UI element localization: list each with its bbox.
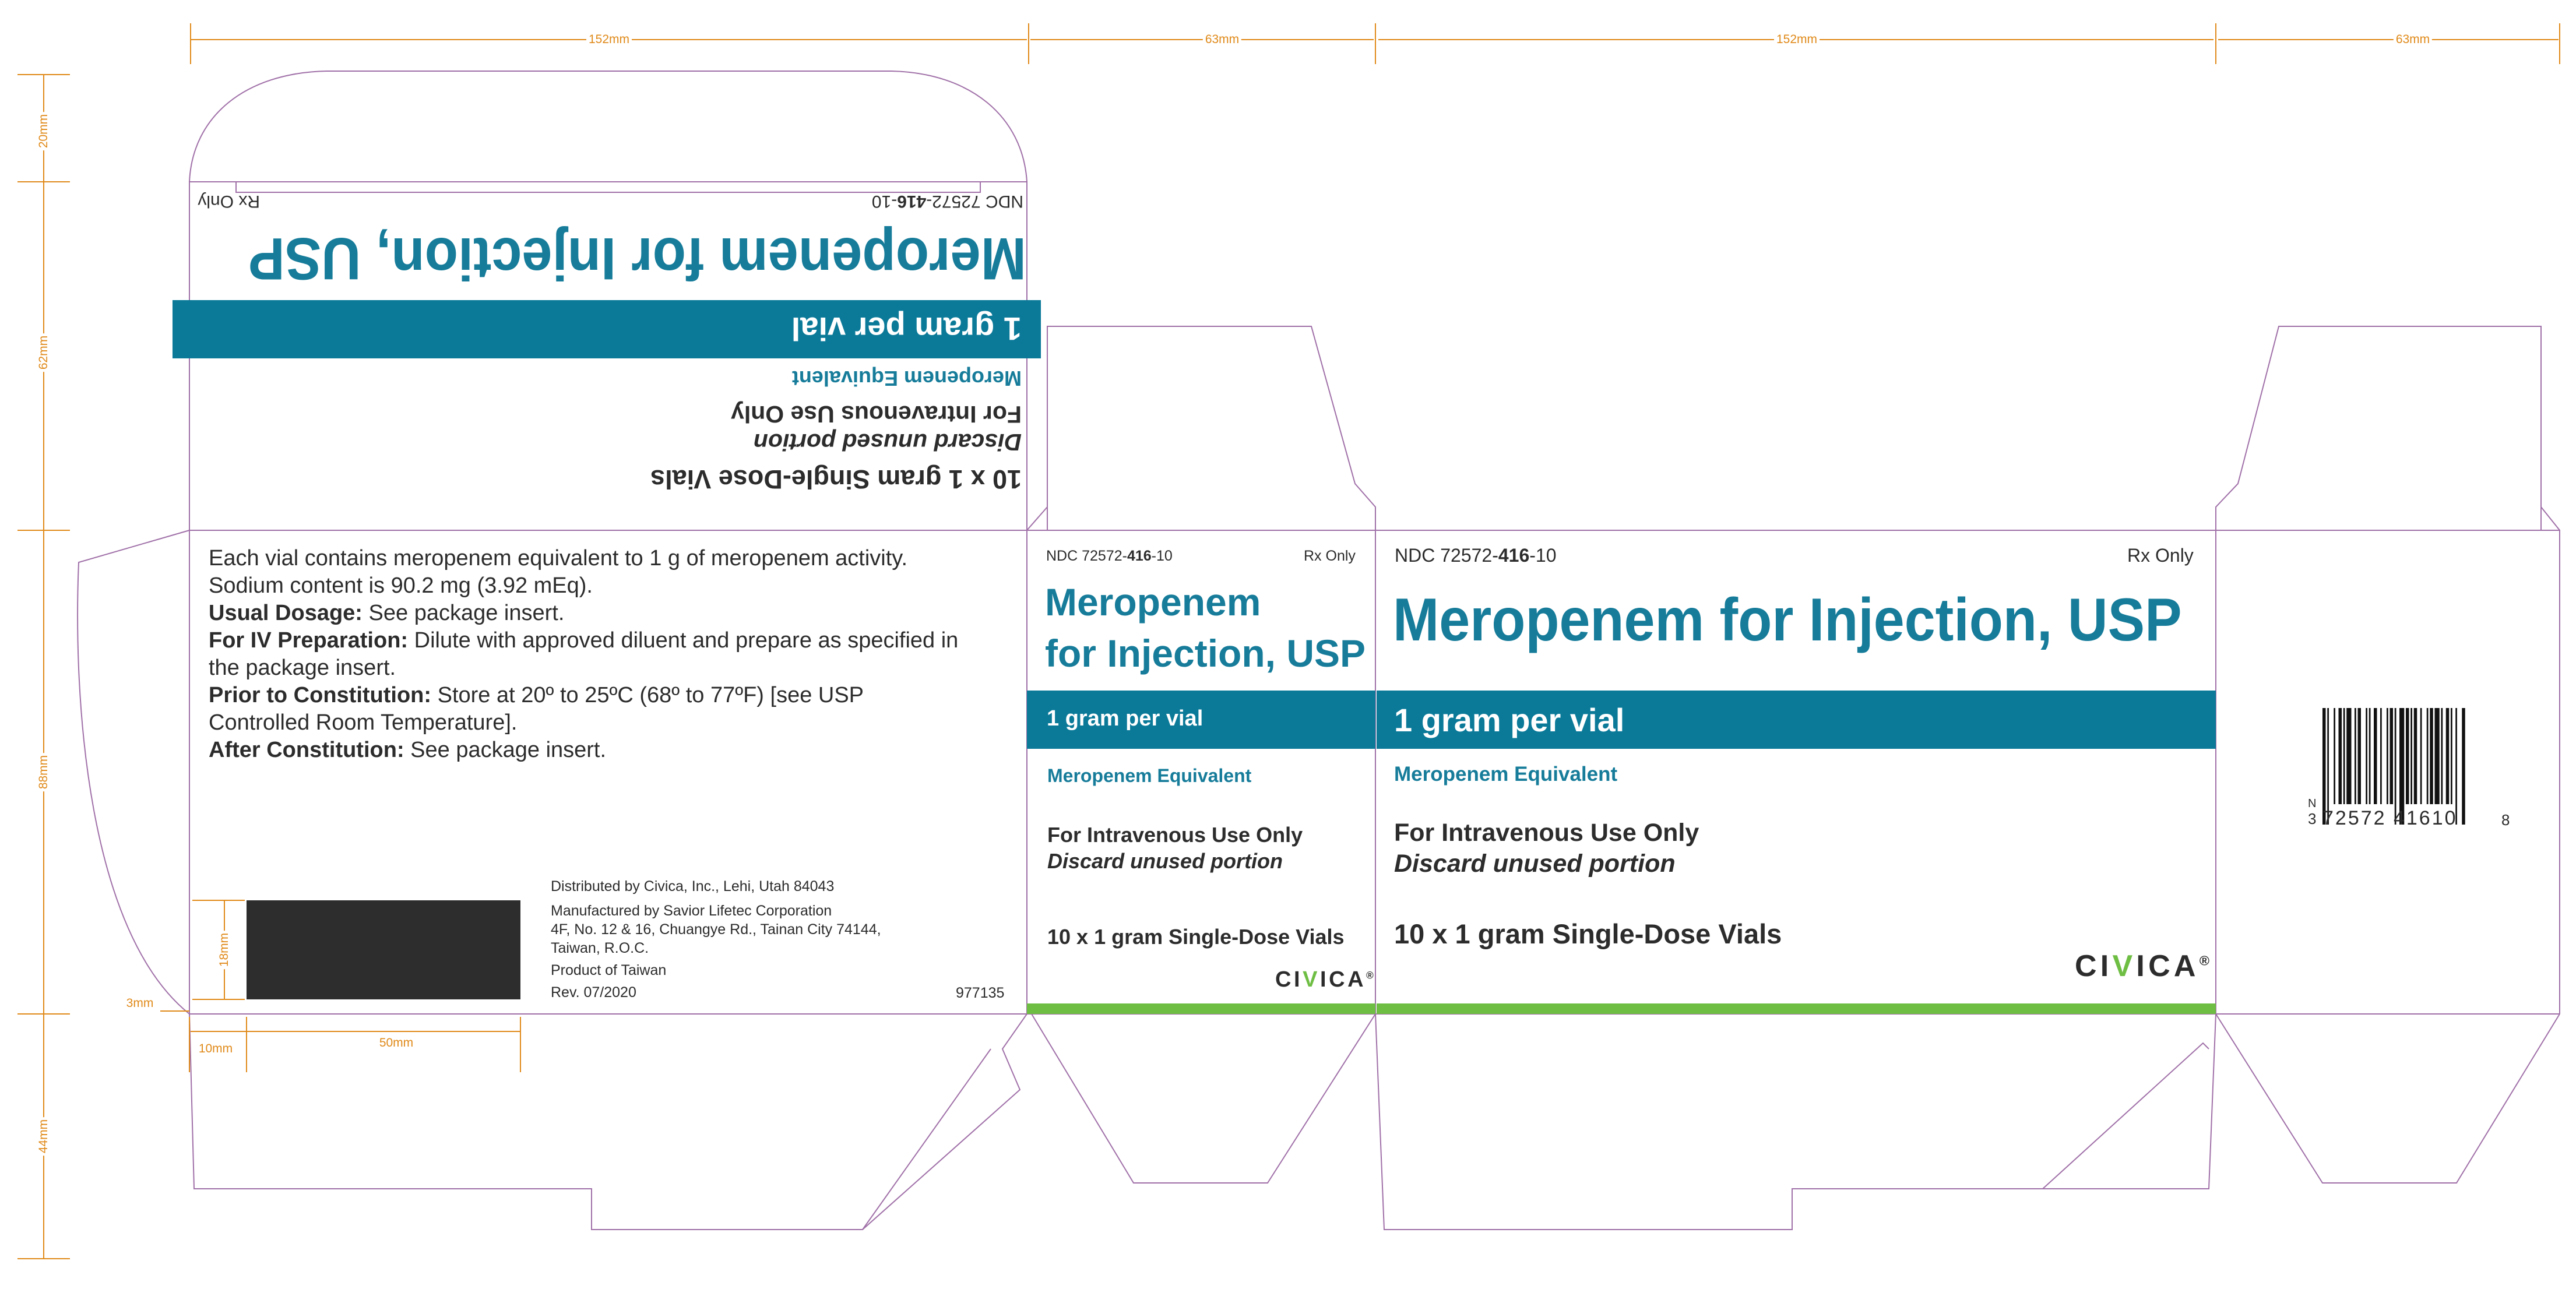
- top-equivalent: Meropenem Equivalent: [791, 367, 1022, 390]
- dim-top-2: 63mm: [1203, 33, 1241, 47]
- dim-top-4: 63mm: [2394, 33, 2432, 47]
- barcode-left-digit: 3: [2308, 810, 2317, 827]
- top-discard: Discard unused portion: [753, 429, 1022, 456]
- barcode-bar: [2346, 708, 2351, 804]
- barcode-bar: [2334, 708, 2335, 804]
- dim-left-2: 62mm: [37, 333, 51, 372]
- black-box: [247, 900, 520, 999]
- barcode-bar: [2446, 708, 2450, 804]
- item-code: 977135: [956, 985, 1005, 1001]
- main-discard: Discard unused portion: [1394, 850, 1676, 878]
- side-line2: Sodium content is 90.2 mg (3.92 mEq).: [209, 573, 593, 598]
- iv-preparation: For IV Preparation: Dilute with approved diluent and prepare as specified in the package insert.: [209, 628, 959, 680]
- barcode-bar: [2435, 708, 2440, 804]
- side-info-panel: [209, 545, 984, 764]
- barcode-bar: [2390, 708, 2394, 804]
- side-line1: Each vial contains meropenem equivalent to 1 g of meropenem activity.: [209, 546, 908, 570]
- barcode-bar: [2462, 708, 2465, 825]
- barcode-bar: [2374, 708, 2377, 804]
- dim-inner-width: 50mm: [377, 1036, 416, 1050]
- top-strength-band: [173, 300, 1041, 358]
- narrow-rx: Rx Only: [1304, 548, 1356, 564]
- narrow-route: For Intravenous Use Only: [1047, 823, 1303, 847]
- dim-top-1: 152mm: [586, 33, 632, 47]
- barcode-n-mark: N: [2308, 797, 2317, 810]
- main-equivalent: Meropenem Equivalent: [1394, 763, 1618, 786]
- main-route: For Intravenous Use Only: [1394, 819, 1699, 847]
- dim-left-4: 44mm: [37, 1117, 51, 1156]
- main-strength-band: [1377, 691, 2216, 749]
- main-strength: 1 gram per vial: [1394, 702, 1625, 738]
- dim-left-1: 20mm: [37, 112, 51, 150]
- barcode-right-digit: 8: [2501, 811, 2510, 829]
- main-pack: 10 x 1 gram Single-Dose Vials: [1394, 918, 1782, 949]
- top-ndc: NDC 72572-416-10: [871, 192, 1023, 211]
- manufactured-by: Manufactured by Savior Lifetec Corporation: [551, 903, 832, 919]
- dim-top-3: 152mm: [1774, 33, 1820, 47]
- distributor-block: [551, 877, 881, 1002]
- top-pack: 10 x 1 gram Single-Dose Vials: [650, 464, 1022, 494]
- narrow-pack: 10 x 1 gram Single-Dose Vials: [1047, 925, 1345, 949]
- narrow-strength-band: [1027, 691, 1375, 749]
- main-product-name: Meropenem for Injection, USP: [1393, 586, 2182, 654]
- barcode-digits: 72572 41610: [2322, 807, 2458, 829]
- narrow-discard: Discard unused portion: [1047, 849, 1283, 873]
- top-product-name: Meropenem for Injection, USP: [248, 226, 1026, 292]
- narrow-green-stripe: [1027, 1003, 1375, 1014]
- main-civica-logo: CIVICA®: [2075, 949, 2209, 983]
- narrow-strength: 1 gram per vial: [1047, 706, 1203, 731]
- narrow-equivalent: Meropenem Equivalent: [1047, 765, 1252, 786]
- barcode-bar: [2410, 708, 2412, 804]
- barcode-bar: [2355, 708, 2356, 804]
- narrow-ndc: NDC 72572-416-10: [1046, 548, 1173, 564]
- barcode-bar: [2451, 708, 2452, 804]
- barcode-bar: [2380, 708, 2382, 804]
- distributed-by: Distributed by Civica, Inc., Lehi, Utah 84043: [551, 878, 835, 894]
- barcode-bar: [2406, 708, 2409, 804]
- barcode-bar: [2339, 708, 2342, 804]
- product-of: Product of Taiwan: [551, 962, 667, 978]
- barcode-bar: [2343, 708, 2345, 804]
- address-line2: Taiwan, R.O.C.: [551, 940, 649, 956]
- barcode-bar: [2414, 708, 2417, 804]
- dim-inner-height: 18mm: [217, 931, 231, 969]
- main-rx: Rx Only: [2127, 545, 2194, 566]
- prior-constitution: Prior to Constitution: Store at 20º to 25ºC (68º to 77ºF) [see USP Controlled Room Temperature].: [209, 683, 864, 735]
- top-strength: 1 gram per vial: [791, 311, 1022, 347]
- narrow-civica-logo: CIVICA®: [1275, 967, 1374, 992]
- main-ndc: NDC 72572-416-10: [1395, 545, 1557, 566]
- barcode-bar: [2369, 708, 2371, 804]
- top-route: For Intravenous Use Only: [731, 401, 1022, 428]
- barcode-bar: [2366, 708, 2367, 804]
- barcode-bar: [2430, 708, 2433, 804]
- usual-dosage: Usual Dosage: See package insert.: [209, 601, 565, 625]
- top-panel: [173, 192, 1041, 530]
- main-green-stripe: [1377, 1003, 2216, 1014]
- top-rx: Rx Only: [198, 192, 260, 211]
- dim-left-3: 88mm: [37, 753, 51, 791]
- address-line1: 4F, No. 12 & 16, Chuangye Rd., Tainan City 74144,: [551, 921, 881, 938]
- rev-date: Rev. 07/2020: [551, 984, 636, 1001]
- dim-offset-left: 3mm: [124, 996, 156, 1010]
- barcode-bar: [2420, 708, 2422, 804]
- narrow-name-line2: for Injection, USP: [1045, 632, 1366, 675]
- narrow-name-line1: Meropenem: [1045, 580, 1261, 624]
- dim-offset-small: 10mm: [196, 1042, 235, 1056]
- barcode-bar: [2358, 708, 2362, 804]
- after-constitution: After Constitution: See package insert.: [209, 738, 607, 762]
- barcode-bar: [2427, 708, 2429, 804]
- barcode-bar: [2387, 708, 2388, 804]
- barcode-bar: [2441, 708, 2443, 804]
